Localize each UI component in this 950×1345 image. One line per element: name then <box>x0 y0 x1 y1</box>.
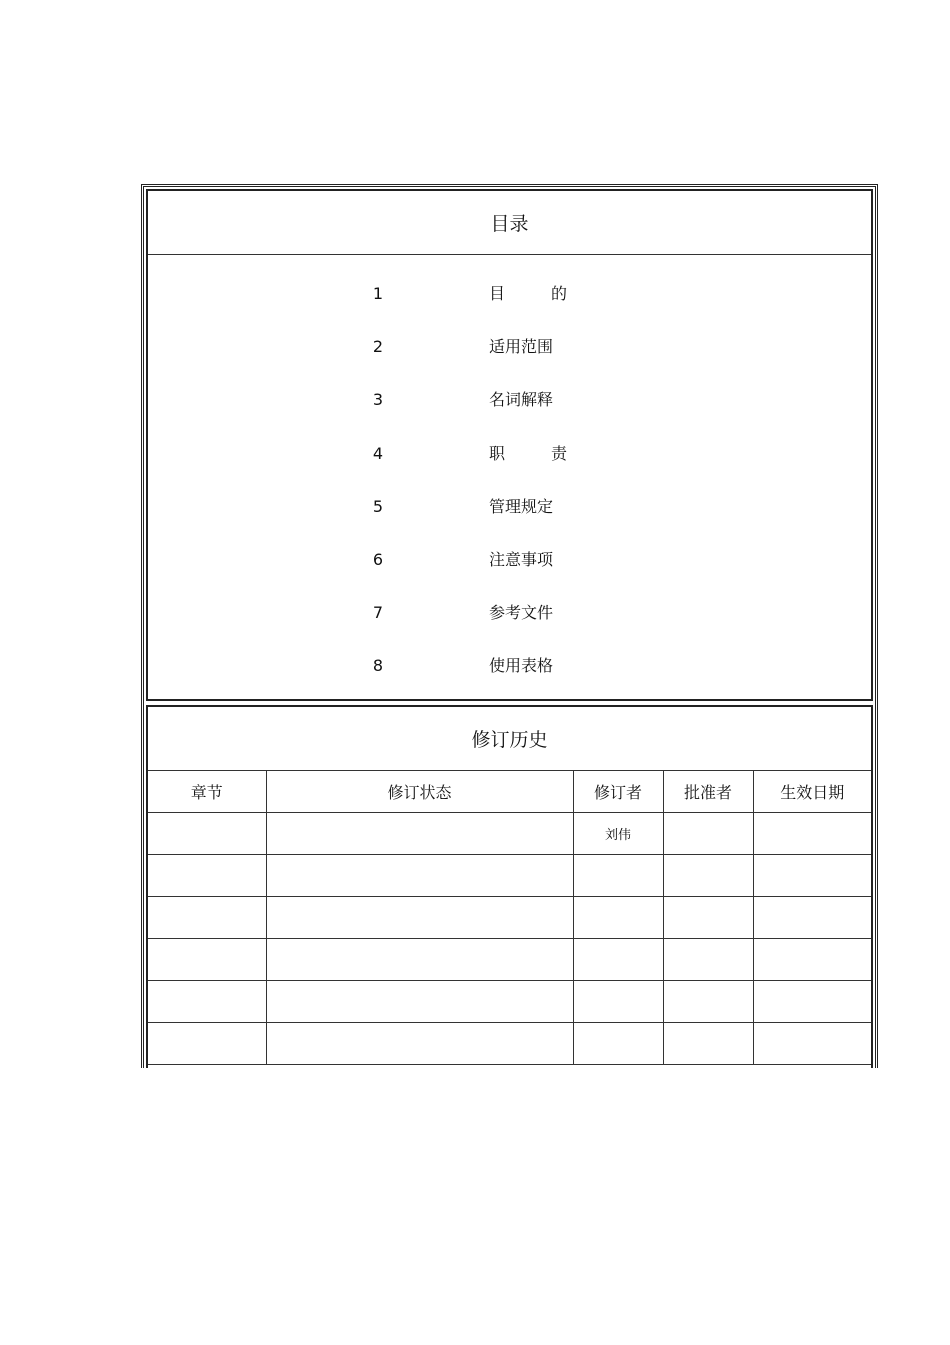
table-cell <box>148 1023 266 1065</box>
toc-item <box>148 335 871 359</box>
revision-history-section <box>146 705 873 1068</box>
toc-item-number: 2 <box>372 337 384 356</box>
column-header-revision-status: 修订状态 <box>266 771 573 813</box>
table-cell <box>573 855 663 897</box>
table-cell <box>753 855 871 897</box>
table-row <box>148 855 871 897</box>
toc-item-number: 5 <box>372 497 384 516</box>
table-row <box>148 939 871 981</box>
table-row <box>148 813 871 855</box>
toc-item-number: 8 <box>372 656 384 675</box>
table-cell <box>148 939 266 981</box>
table-cell <box>148 855 266 897</box>
table-cell <box>753 981 871 1023</box>
table-cell: 刘伟 <box>573 813 663 855</box>
toc-item <box>148 495 871 519</box>
table-cell <box>663 1023 753 1065</box>
table-cell <box>148 897 266 939</box>
table-cell <box>663 939 753 981</box>
toc-item-number: 1 <box>372 284 384 303</box>
toc-item-label <box>489 282 567 306</box>
toc-item-label: 参考文件 <box>489 603 554 622</box>
table-cell <box>753 939 871 981</box>
toc-item-char: 目 <box>489 284 506 303</box>
revision-history-table <box>148 771 871 1065</box>
table-row <box>148 981 871 1023</box>
table-cell <box>663 897 753 939</box>
column-header-reviser: 修订者 <box>573 771 663 813</box>
toc-item-label: 使用表格 <box>489 656 554 675</box>
toc-item-number: 6 <box>372 550 384 569</box>
toc-item-number: 3 <box>372 390 384 409</box>
toc-item-char: 责 <box>550 444 567 463</box>
column-header-chapter: 章节 <box>148 771 266 813</box>
toc-item-number: 7 <box>372 603 384 622</box>
toc-item <box>148 548 871 572</box>
table-cell <box>266 813 573 855</box>
column-header-approver: 批准者 <box>663 771 753 813</box>
table-cell <box>266 1023 573 1065</box>
column-header-effective-date: 生效日期 <box>753 771 871 813</box>
toc-item-label: 适用范围 <box>489 337 554 356</box>
toc-item <box>148 601 871 625</box>
toc-item-label: 管理规定 <box>489 497 554 516</box>
table-cell <box>266 939 573 981</box>
table-cell <box>148 981 266 1023</box>
toc-title: 目录 <box>148 191 871 255</box>
table-cell <box>573 897 663 939</box>
toc-item <box>148 388 871 412</box>
table-cell <box>753 897 871 939</box>
toc-item <box>148 282 871 306</box>
table-cell <box>573 981 663 1023</box>
table-header-row <box>148 771 871 813</box>
revision-history-title: 修订历史 <box>148 707 871 771</box>
table-cell <box>266 981 573 1023</box>
toc-item <box>148 442 871 466</box>
table-cell <box>663 981 753 1023</box>
table-cell <box>663 813 753 855</box>
toc-item-char: 的 <box>550 284 567 303</box>
toc-item-number: 4 <box>372 444 384 463</box>
table-cell <box>266 897 573 939</box>
table-cell <box>753 1023 871 1065</box>
toc-item-label: 名词解释 <box>489 390 554 409</box>
table-cell <box>266 855 573 897</box>
table-cell <box>573 1023 663 1065</box>
table-row <box>148 1023 871 1065</box>
table-cell <box>148 813 266 855</box>
toc-section <box>146 189 873 701</box>
toc-item-char: 职 <box>489 444 506 463</box>
table-cell <box>663 855 753 897</box>
table-cell <box>753 813 871 855</box>
toc-item-label <box>489 442 567 466</box>
toc-item <box>148 654 871 678</box>
table-cell <box>573 939 663 981</box>
table-row <box>148 897 871 939</box>
toc-item-label: 注意事项 <box>489 550 554 569</box>
